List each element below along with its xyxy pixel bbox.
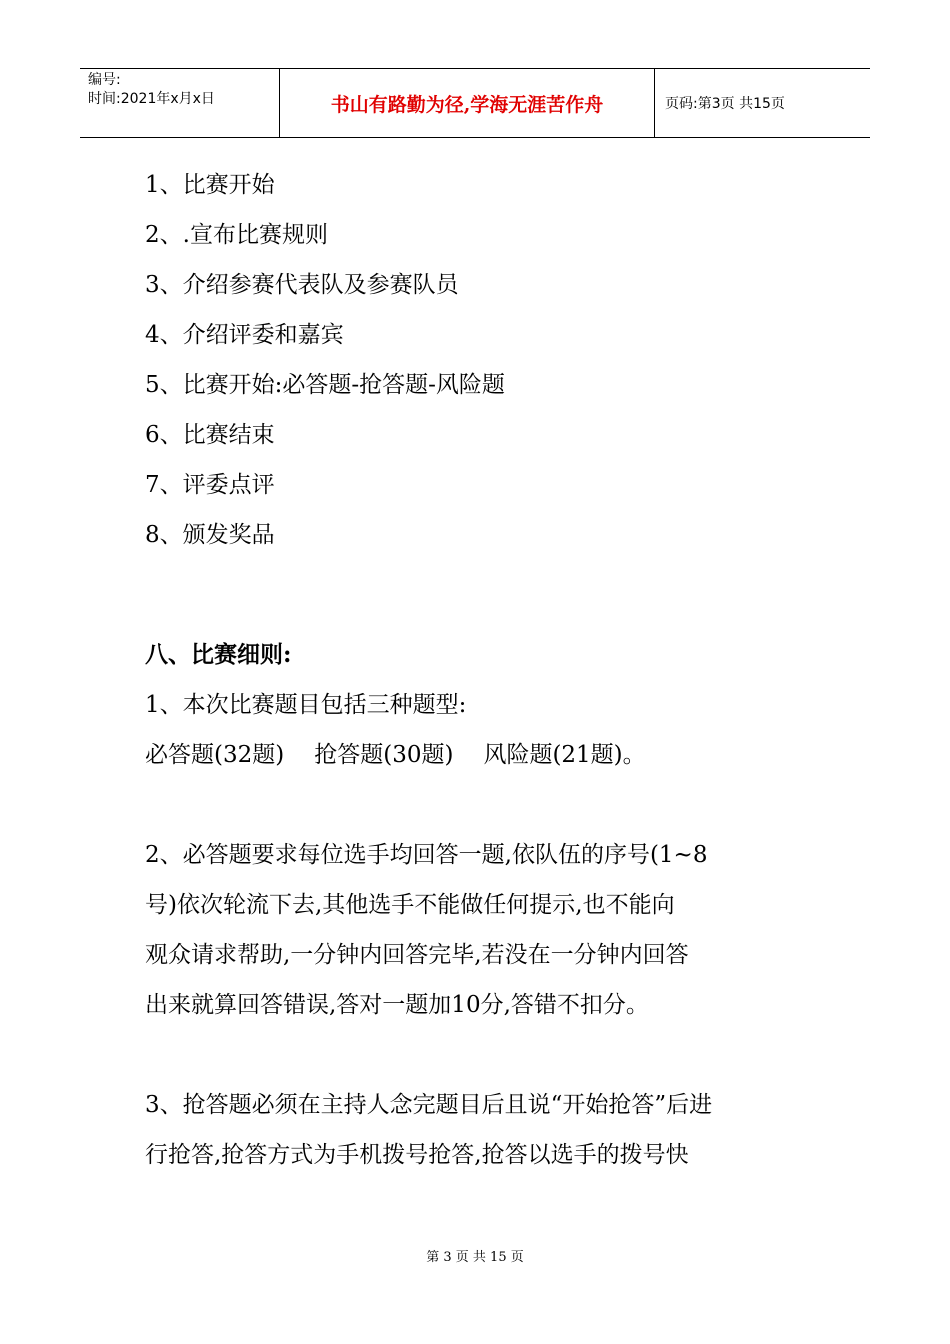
- section-title: 八、比赛细则:: [145, 641, 292, 668]
- process-item: 6、比赛结束: [145, 422, 275, 448]
- document-body: [145, 160, 825, 1180]
- question-type: 抢答题(30题): [314, 742, 454, 768]
- header-motto: 书山有路勤为径,学海无涯苦作舟: [280, 69, 655, 137]
- header-meta: [80, 69, 280, 137]
- page-header: [80, 68, 870, 138]
- process-item: 7、评委点评: [145, 472, 275, 498]
- question-types: [145, 730, 825, 780]
- process-item: 2、.宣布比赛规则: [145, 222, 328, 248]
- rule3-line: 3、抢答题必须在主持人念完题目后且说“开始抢答”后进: [145, 1092, 713, 1118]
- process-item: 3、介绍参赛代表队及参赛队员: [145, 272, 459, 298]
- header-page-info: 页码:第3页 共15页: [665, 96, 785, 112]
- rule2-line: 出来就算回答错误,答对一题加10分,答错不扣分。: [145, 992, 649, 1018]
- process-item: 5、比赛开始:必答题-抢答题-风险题: [145, 372, 505, 398]
- page-footer: 第 3 页 共 15 页: [426, 1250, 524, 1265]
- process-item: 4、介绍评委和嘉宾: [145, 322, 344, 348]
- document-time-label: 时间:2021年x月x日: [88, 91, 215, 107]
- rule3-line: 行抢答,抢答方式为手机拨号抢答,抢答以选手的拨号快: [145, 1142, 689, 1168]
- question-type: 必答题(32题): [145, 742, 285, 768]
- question-type: 风险题(21题)。: [483, 742, 646, 768]
- process-item: 8、颁发奖品: [145, 522, 275, 548]
- rule1-title: 1、本次比赛题目包括三种题型:: [145, 692, 467, 718]
- rule2-line: 观众请求帮助,一分钟内回答完毕,若没在一分钟内回答: [145, 942, 689, 968]
- rule2-line: 2、必答题要求每位选手均回答一题,依队伍的序号(1~8: [145, 842, 708, 868]
- document-number-label: 编号:: [88, 72, 121, 88]
- process-item: 1、比赛开始: [145, 172, 275, 198]
- rule2-line: 号)依次轮流下去,其他选手不能做任何提示,也不能向: [145, 892, 675, 918]
